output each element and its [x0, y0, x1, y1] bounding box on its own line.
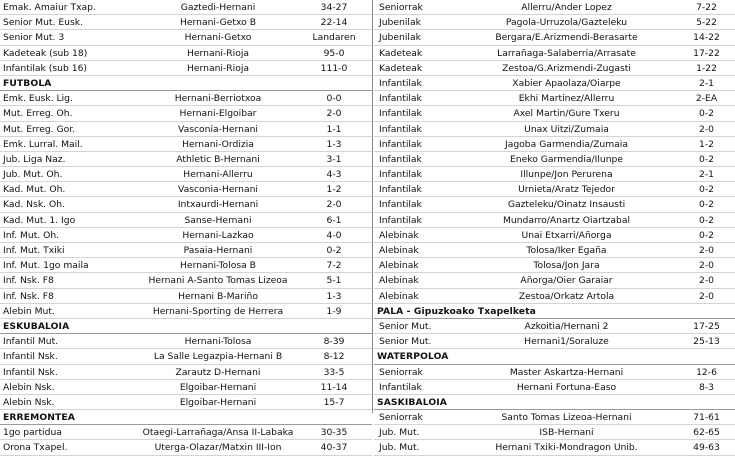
result-row [0, 0, 372, 15]
match-cell: Hernani-Ordizia [182, 138, 254, 150]
section-header [374, 349, 735, 364]
section-header [0, 319, 372, 334]
score-cell: 4-3 [326, 169, 342, 181]
column-divider [372, 0, 373, 413]
result-row [374, 197, 735, 212]
section-header [0, 76, 372, 91]
result-row [0, 30, 372, 45]
match-cell: Hernani Fortuna-Easo [516, 381, 617, 393]
result-row [0, 228, 372, 243]
score-cell: 11-14 [320, 381, 348, 393]
match-cell: Vasconia-Hernani [178, 184, 258, 196]
match-cell: Hernani-Getxo B [179, 17, 257, 29]
result-row [0, 334, 372, 349]
result-row [374, 30, 735, 45]
category-cell: Inf. Mut. 1go maila [3, 260, 89, 272]
match-cell: Hernani-Sporting de Herrera [152, 305, 284, 317]
match-cell: Urnieta/Aratz Tejedor [518, 184, 615, 196]
match-cell: Sanse-Hernani [184, 214, 252, 226]
match-cell: Hernani-Allerru [183, 169, 253, 181]
match-cell: Santo Tomas Lizeoa-Hernani [501, 412, 632, 424]
category-cell: Inf. Mut. Txiki [3, 245, 65, 256]
result-row [374, 319, 735, 334]
score-cell: 1-22 [696, 62, 717, 74]
result-row [0, 197, 372, 212]
category-cell: Orona Txapel. [3, 442, 68, 454]
match-cell: Tolosa/Jon Jara [533, 260, 600, 272]
match-cell: Gaztedi-Hernani [180, 2, 256, 13]
match-cell: Hernani A-Santo Tomas Lizeoa [148, 275, 288, 287]
match-cell: Ekhi Martinez/Allerru [518, 93, 615, 105]
result-row [374, 76, 735, 91]
score-cell: 1-3 [326, 138, 342, 150]
result-row [0, 365, 372, 380]
category-cell: Infantil Nsk. [3, 366, 58, 378]
score-cell: 33-5 [323, 366, 345, 378]
result-row [0, 258, 372, 273]
result-row [374, 122, 735, 137]
score-cell: 12-6 [696, 366, 717, 378]
result-row [374, 440, 735, 455]
category-cell: Emak. Amaiur Txap. [3, 2, 96, 13]
category-cell: Kad. Nsk. Oh. [3, 199, 65, 211]
result-row [0, 182, 372, 197]
category-cell: Infantilak [379, 153, 422, 165]
section-title: ESKUBALOIA [3, 320, 70, 332]
section-header [374, 304, 735, 319]
match-cell: Hernani B-Mariño [178, 290, 258, 302]
category-cell: Alebin Nsk. [3, 381, 55, 393]
score-cell: 0-2 [698, 214, 714, 226]
category-cell: Emk. Eusk. Lig. [3, 93, 73, 105]
score-cell: 8-12 [323, 351, 345, 363]
match-cell: Xabier Apaolaza/Oiarpe [512, 77, 621, 89]
score-cell: 0-2 [698, 153, 714, 165]
category-cell: Jubenilak [379, 17, 421, 29]
match-cell: Hernani-Tolosa [184, 336, 252, 348]
category-cell: Emk. Lurral. Mail. [3, 138, 83, 150]
match-cell: Hernani-Berriotxoa [174, 93, 262, 105]
result-row [0, 46, 372, 61]
category-cell: Kadeteak [379, 62, 423, 74]
result-row [0, 243, 372, 258]
match-cell: ISB-Hernani [539, 427, 594, 439]
result-row [374, 289, 735, 304]
match-cell: Jagoba Garmendia/Zumaia [505, 138, 628, 150]
score-cell: 2-EA [695, 93, 718, 105]
score-cell: 0-0 [326, 93, 342, 105]
result-row [374, 365, 735, 380]
category-cell: Alebinak [379, 260, 419, 272]
match-cell: Eneko Garmendia/Ilunpe [509, 153, 624, 165]
result-row [374, 91, 735, 106]
category-cell: Jub. Mut. [379, 427, 420, 439]
match-cell: Hernani-Getxo [184, 32, 252, 44]
result-row [0, 425, 372, 440]
category-cell: Jubenilak [379, 32, 421, 44]
result-row [0, 349, 372, 364]
category-cell: Inf. Nsk. F8 [3, 275, 54, 287]
score-cell: 2-0 [698, 260, 714, 272]
category-cell: Senior Mut. Eusk. [3, 17, 84, 29]
category-cell: Seniorrak [379, 366, 423, 378]
category-cell: Infantil Nsk. [3, 351, 58, 363]
score-cell: 1-1 [326, 123, 342, 135]
result-row [0, 61, 372, 76]
category-cell: Alebinak [379, 245, 419, 256]
section-title: SASKIBALOIA [377, 396, 447, 408]
section-title: WATERPOLOA [377, 351, 449, 363]
score-cell: 15-7 [323, 396, 345, 408]
category-cell: Infantilak [379, 108, 422, 120]
score-cell: 1-9 [326, 305, 342, 317]
score-cell: 2-0 [698, 123, 714, 135]
score-cell: 3-1 [326, 153, 342, 165]
score-cell: 34-27 [320, 2, 348, 13]
score-cell: 111-0 [320, 62, 348, 74]
score-cell: 0-2 [326, 245, 342, 256]
score-cell: 17-25 [693, 320, 720, 332]
score-cell: 30-35 [320, 427, 348, 439]
category-cell: Infantilak [379, 77, 422, 89]
match-cell: Larrañaga-Salaberria/Arrasate [497, 47, 636, 59]
category-cell: Alebinak [379, 290, 419, 302]
category-cell: Infantilak [379, 381, 422, 393]
match-cell: Hernani1/Soraluze [524, 336, 609, 348]
section-header [374, 395, 735, 410]
result-row [374, 213, 735, 228]
result-row [374, 182, 735, 197]
match-cell: Intxaurdi-Hernani [177, 199, 259, 211]
category-cell: Senior Mut. [379, 320, 432, 332]
match-cell: Hernani-Rioja [186, 47, 250, 59]
category-cell: Infantilak (sub 16) [3, 62, 88, 74]
category-cell: Kadeteak [379, 47, 423, 59]
result-row [0, 152, 372, 167]
score-cell: 8-3 [698, 381, 714, 393]
result-row [0, 167, 372, 182]
category-cell: Infantilak [379, 93, 422, 105]
match-cell: Bergara/E.Arizmendi-Berasarte [495, 32, 638, 44]
category-cell: Infantilak [379, 199, 422, 211]
match-cell: Zestoa/Orkatz Artola [518, 290, 615, 302]
category-cell: Kad. Mut. 1. Igo [3, 214, 76, 226]
results-column-right [374, 0, 735, 456]
result-row [374, 410, 735, 425]
category-cell: Inf. Nsk. F8 [3, 290, 54, 302]
score-cell: 49-63 [693, 442, 720, 454]
category-cell: Infantilak [379, 184, 422, 196]
score-cell: 5-22 [696, 17, 717, 29]
result-row [374, 167, 735, 182]
score-cell: 0-2 [698, 108, 714, 120]
category-cell: Kadeteak (sub 18) [3, 47, 88, 59]
result-row [374, 137, 735, 152]
match-cell: Tolosa/Iker Egaña [526, 245, 607, 256]
result-row [0, 137, 372, 152]
match-cell: Azkoitia/Hernani 2 [524, 320, 609, 332]
match-cell: Vasconia-Hernani [178, 123, 258, 135]
category-cell: 1go partidua [3, 427, 62, 439]
match-cell: Añorga/Oier Garaiar [520, 275, 613, 287]
score-cell: 22-14 [320, 17, 348, 29]
category-cell: Alebin Nsk. [3, 396, 55, 408]
category-cell: Mut. Erreg. Oh. [3, 108, 73, 120]
score-cell: 1-3 [326, 290, 342, 302]
match-cell: Hernani-Lazkao [182, 229, 254, 241]
score-cell: 2-0 [698, 245, 714, 256]
match-cell: Hernani Txiki-Mondragon Unib. [495, 442, 638, 454]
category-cell: Inf. Mut. Oh. [3, 229, 60, 241]
score-cell: 1-2 [326, 184, 342, 196]
category-cell: Infantilak [379, 123, 422, 135]
category-cell: Seniorrak [379, 2, 423, 13]
match-cell: Pasaia-Hernani [183, 245, 253, 256]
score-cell: 0-2 [698, 229, 714, 241]
match-cell: Hernani-Rioja [186, 62, 250, 74]
score-cell: 1-2 [698, 138, 714, 150]
score-cell: 2-0 [326, 199, 342, 211]
match-cell: Unai Etxarri/Añorga [521, 229, 612, 241]
result-row [0, 380, 372, 395]
match-cell: Illunpe/Jon Perurena [520, 169, 613, 181]
category-cell: Infantilak [379, 169, 422, 181]
result-row [0, 273, 372, 288]
category-cell: Jub. Mut. [379, 442, 420, 454]
score-cell: Landaren [312, 32, 356, 44]
result-row [0, 15, 372, 30]
match-cell: Hernani-Tolosa B [180, 260, 256, 272]
score-cell: 95-0 [323, 47, 345, 59]
score-cell: 2-0 [698, 275, 714, 287]
category-cell: Senior Mut. 3 [3, 32, 65, 44]
result-row [0, 122, 372, 137]
match-cell: Elgoibar-Hernani [179, 381, 257, 393]
category-cell: Alebinak [379, 275, 419, 287]
match-cell: Axel Martin/Gure Txeru [513, 108, 620, 120]
match-cell: Pagola-Urruzola/Gazteleku [505, 17, 628, 29]
result-row [374, 0, 735, 15]
score-cell: 6-1 [326, 214, 342, 226]
match-cell: Master Askartza-Hernani [509, 366, 624, 378]
result-row [0, 213, 372, 228]
match-cell: Uterga-Olazar/Matxin III-Ion [154, 442, 282, 454]
score-cell: 25-13 [693, 336, 720, 348]
result-row [374, 61, 735, 76]
category-cell: Mut. Erreg. Gor. [3, 123, 76, 135]
result-row [374, 380, 735, 395]
category-cell: Jub. Mut. Oh. [3, 169, 63, 181]
result-row [374, 228, 735, 243]
score-cell: 2-1 [698, 169, 714, 181]
result-row [0, 440, 372, 455]
match-cell: Athletic B-Hernani [176, 153, 260, 165]
match-cell: Allerru/Ander Lopez [521, 2, 612, 13]
section-title: PALA - Gipuzkoako Txapelketa [377, 305, 536, 317]
match-cell: La Salle Legazpia-Hernani B [153, 351, 283, 363]
score-cell: 14-22 [693, 32, 720, 44]
category-cell: Alebin Mut. [3, 305, 55, 317]
result-row [374, 152, 735, 167]
match-cell: Otaegi-Larrañaga/Ansa II-Labaka [142, 427, 294, 439]
result-row [374, 46, 735, 61]
category-cell: Infantilak [379, 214, 422, 226]
score-cell: 71-61 [693, 412, 720, 424]
category-cell: Kad. Mut. Oh. [3, 184, 66, 196]
match-cell: Zestoa/G.Arizmendi-Zugasti [502, 62, 631, 74]
result-row [374, 243, 735, 258]
score-cell: 0-2 [698, 184, 714, 196]
result-row [374, 425, 735, 440]
match-cell: Mundarro/Anartz Oiartzabal [502, 214, 631, 226]
result-row [0, 304, 372, 319]
category-cell: Infantilak [379, 138, 422, 150]
section-header [0, 410, 372, 425]
result-row [374, 273, 735, 288]
match-cell: Zarautz D-Hernani [175, 366, 261, 378]
category-cell: Infantil Mut. [3, 336, 59, 348]
result-row [0, 289, 372, 304]
score-cell: 5-1 [326, 275, 342, 287]
score-cell: 7-2 [326, 260, 342, 272]
section-title: ERREMONTEA [3, 412, 75, 424]
score-cell: 2-0 [326, 108, 342, 120]
match-cell: Unax Uitzi/Zumaia [524, 123, 609, 135]
result-row [0, 395, 372, 410]
score-cell: 0-2 [698, 199, 714, 211]
score-cell: 17-22 [693, 47, 720, 59]
score-cell: 2-1 [698, 77, 714, 89]
score-cell: 4-0 [326, 229, 342, 241]
category-cell: Alebinak [379, 229, 419, 241]
category-cell: Seniorrak [379, 412, 423, 424]
category-cell: Jub. Liga Naz. [3, 153, 66, 165]
result-row [374, 334, 735, 349]
result-row [374, 258, 735, 273]
score-cell: 40-37 [320, 442, 348, 454]
result-row [374, 106, 735, 121]
score-cell: 7-22 [696, 2, 717, 13]
result-row [0, 91, 372, 106]
score-cell: 8-39 [323, 336, 345, 348]
score-cell: 62-65 [693, 427, 720, 439]
score-cell: 2-0 [698, 290, 714, 302]
result-row [0, 106, 372, 121]
match-cell: Elgoibar-Hernani [179, 396, 257, 408]
section-title: FUTBOLA [3, 77, 52, 89]
match-cell: Gazteleku/Oinatz Insausti [507, 199, 626, 211]
match-cell: Hernani-Elgoibar [179, 108, 257, 120]
category-cell: Senior Mut. [379, 336, 432, 348]
result-row [374, 15, 735, 30]
